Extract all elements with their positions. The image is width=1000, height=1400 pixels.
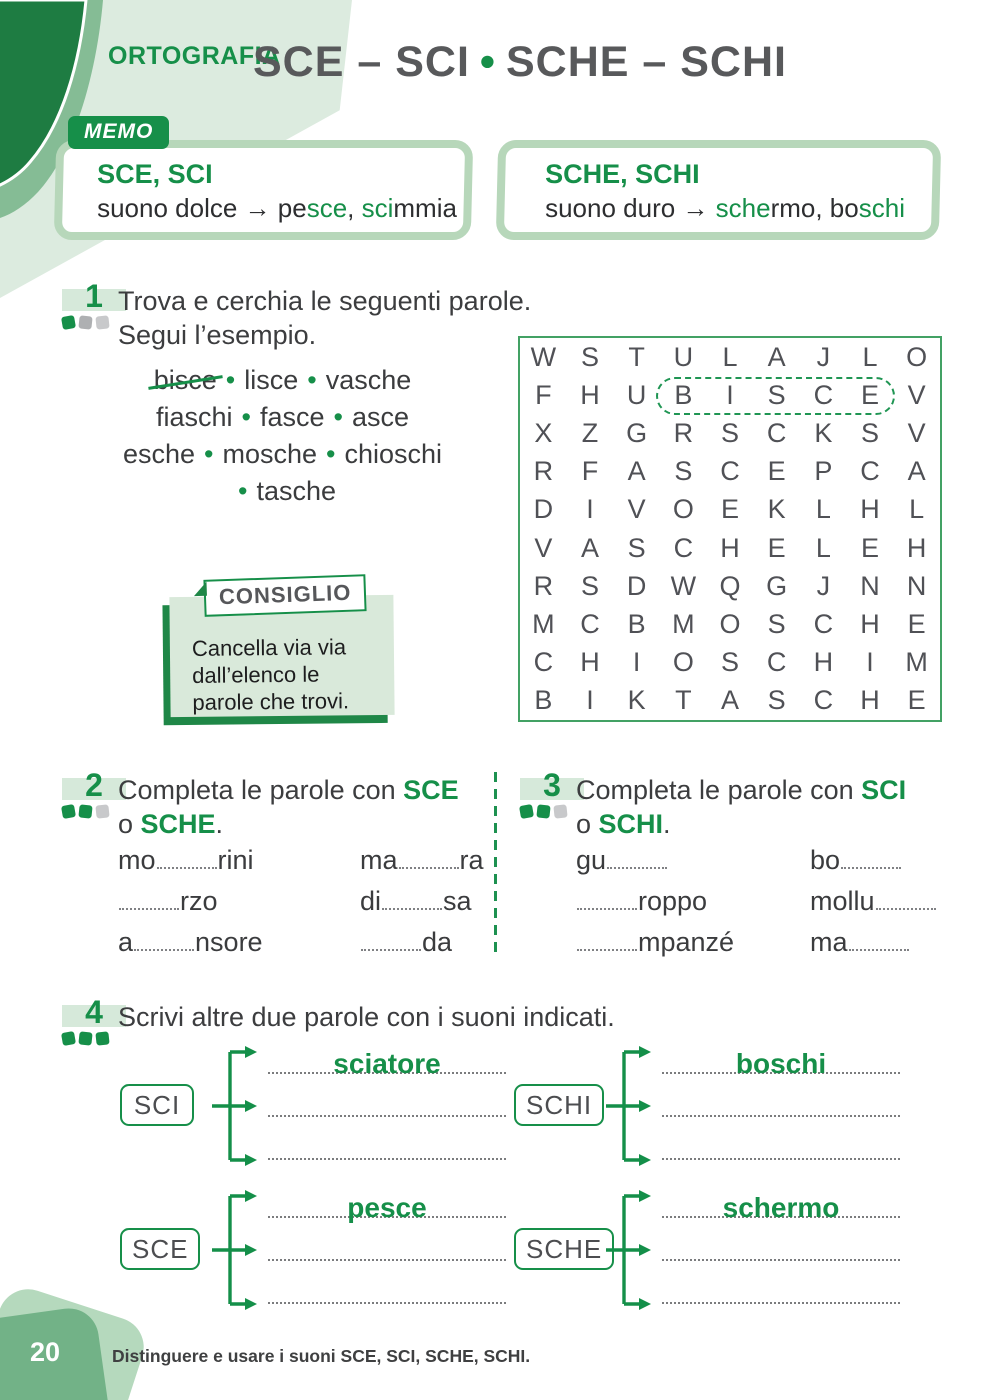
- word: mosche: [222, 439, 318, 469]
- word: vasche: [325, 365, 412, 395]
- difficulty-square-lightgray: [95, 804, 109, 818]
- grid-letter[interactable]: A: [767, 341, 786, 372]
- grid-letter[interactable]: T: [675, 685, 692, 716]
- word-prefix: gu: [576, 845, 607, 875]
- memo-heading: SCHE, SCHI: [545, 159, 700, 189]
- difficulty-square-green: [78, 1031, 92, 1045]
- grid-letter[interactable]: R: [673, 417, 694, 448]
- exercise3-column-1: [576, 840, 734, 963]
- column-divider: [494, 772, 497, 956]
- word-list-row: [95, 362, 470, 399]
- grid-letter[interactable]: H: [860, 494, 880, 525]
- sound-label: SCE: [120, 1228, 200, 1270]
- grid-letter[interactable]: B: [674, 379, 693, 410]
- grid-letter[interactable]: N: [906, 570, 927, 601]
- grid-letter[interactable]: A: [720, 685, 739, 716]
- exercise2-column-1: [118, 840, 263, 963]
- answer-line[interactable]: [268, 1190, 506, 1223]
- grid-letter[interactable]: J: [816, 341, 831, 372]
- grid-letter[interactable]: E: [767, 532, 786, 563]
- page-title: [250, 38, 790, 87]
- bullet-icon: •: [237, 476, 248, 506]
- consiglio-label: CONSIGLIO: [203, 574, 367, 617]
- grid-letter[interactable]: L: [815, 494, 831, 525]
- grid-letter[interactable]: D: [626, 570, 647, 601]
- exercise-number: 1: [85, 278, 103, 314]
- grid-letter[interactable]: Q: [719, 570, 741, 601]
- grid-letter[interactable]: M: [532, 608, 555, 639]
- exercise3-number-badge: [520, 767, 584, 823]
- page-title-left: SCE – SCI: [253, 38, 470, 86]
- text-segment: Completa le parole con: [576, 775, 862, 805]
- fill-in-item: [576, 922, 734, 963]
- fork-arrows-icon: [606, 1186, 658, 1316]
- answer-line[interactable]: [268, 1089, 506, 1117]
- exercise4-instruction: Scrivi altre due parole con i suoni indicati.: [118, 1002, 615, 1032]
- handwritten-answer: sciatore: [333, 1048, 441, 1079]
- grid-letter[interactable]: M: [905, 647, 928, 678]
- grid-letter[interactable]: O: [719, 608, 741, 639]
- title-dot: •: [479, 38, 496, 86]
- difficulty-square-green: [536, 804, 550, 818]
- bullet-icon: •: [333, 402, 343, 432]
- text-segment: SCHI: [598, 809, 664, 839]
- grid-letter[interactable]: A: [907, 456, 926, 487]
- grid-letter[interactable]: E: [767, 456, 786, 487]
- answer-blank[interactable]: [399, 842, 459, 869]
- fork-arrows-icon: [212, 1042, 264, 1172]
- exercise-number: 2: [85, 767, 103, 803]
- word-prefix: di: [360, 886, 382, 916]
- grid-letter[interactable]: V: [907, 417, 926, 448]
- text-segment: rmo, bo: [770, 193, 859, 223]
- answer-line[interactable]: [268, 1233, 506, 1261]
- grid-letter[interactable]: S: [720, 647, 739, 678]
- grid-letter[interactable]: H: [860, 685, 880, 716]
- memo-heading: SCE, SCI: [97, 159, 213, 189]
- answer-line[interactable]: [662, 1233, 900, 1261]
- answer-blank[interactable]: [577, 883, 637, 910]
- grid-letter[interactable]: L: [722, 341, 738, 372]
- grid-letter[interactable]: S: [627, 532, 646, 563]
- word-list-row: [95, 473, 470, 510]
- grid-letter[interactable]: S: [720, 417, 739, 448]
- grid-letter[interactable]: W: [670, 570, 697, 601]
- answer-blank[interactable]: [134, 924, 194, 951]
- page-number: 20: [30, 1337, 61, 1367]
- handwritten-answer: schermo: [722, 1192, 840, 1223]
- word-suffix: roppo: [638, 886, 708, 916]
- answer-line[interactable]: [662, 1190, 900, 1223]
- answer-blank[interactable]: [577, 924, 637, 951]
- word-prefix: mollu: [810, 886, 875, 916]
- word-suffix: rzo: [180, 886, 218, 916]
- grid-letter[interactable]: H: [860, 608, 880, 639]
- circled-word-bisce: [656, 377, 895, 415]
- grid-letter[interactable]: V: [534, 532, 553, 563]
- grid-letter[interactable]: N: [860, 570, 880, 601]
- exercise4-number-badge: [62, 994, 126, 1050]
- grid-letter[interactable]: E: [907, 608, 926, 639]
- grid-letter[interactable]: O: [906, 341, 928, 372]
- bullet-icon: •: [241, 402, 251, 432]
- instruction-line: Segui l’esempio.: [118, 320, 317, 350]
- exercise1-number-badge: [62, 278, 126, 334]
- grid-letter[interactable]: C: [673, 532, 694, 563]
- fill-in-item: [118, 881, 263, 922]
- exercise1-word-list: [95, 362, 470, 510]
- grid-letter[interactable]: J: [816, 570, 831, 601]
- instruction-line: [576, 773, 936, 807]
- fork-arrows-icon: [606, 1042, 658, 1172]
- fill-in-item: [576, 840, 734, 881]
- grid-letter[interactable]: D: [533, 494, 554, 525]
- grid-letter[interactable]: G: [626, 417, 648, 448]
- fill-in-item: [118, 922, 263, 963]
- footer-corner-decoration: [0, 1285, 190, 1400]
- grid-letter[interactable]: I: [586, 494, 594, 525]
- word-suffix: nsore: [195, 927, 263, 957]
- word-list-row: [95, 436, 470, 473]
- grid-letter[interactable]: H: [906, 532, 927, 563]
- text-segment: sce: [306, 193, 348, 223]
- fill-in-item: [810, 922, 937, 963]
- text-segment: suono dolce → pe: [97, 193, 307, 223]
- grid-letter[interactable]: M: [672, 608, 695, 639]
- grid-letter[interactable]: S: [767, 685, 786, 716]
- word-suffix: mpanzé: [638, 927, 735, 957]
- exercise3-column-2: [810, 840, 937, 963]
- answer-line[interactable]: [662, 1276, 900, 1304]
- exercise2-instruction: [118, 773, 478, 841]
- grid-letter[interactable]: S: [860, 417, 879, 448]
- difficulty-squares: [62, 1032, 109, 1045]
- fork-unit-sche: [512, 1182, 902, 1324]
- difficulty-square-gray: [78, 315, 92, 329]
- grid-letter[interactable]: P: [814, 456, 833, 487]
- sound-label: SCHE: [514, 1228, 614, 1270]
- grid-letter[interactable]: S: [580, 570, 599, 601]
- memo-rule-text: [97, 193, 464, 224]
- grid-letter[interactable]: C: [580, 608, 600, 639]
- bullet-icon: •: [225, 365, 236, 395]
- word-search-grid[interactable]: [518, 336, 942, 722]
- fill-in-item: [360, 922, 484, 963]
- grid-letter[interactable]: H: [580, 647, 600, 678]
- word: fiaschi: [155, 402, 233, 432]
- grid-letter[interactable]: L: [862, 341, 878, 372]
- text-segment: suono duro →: [545, 193, 716, 223]
- grid-letter[interactable]: C: [720, 456, 740, 487]
- text-segment: sci: [361, 193, 394, 223]
- difficulty-squares: [62, 316, 109, 329]
- grid-letter[interactable]: E: [720, 494, 739, 525]
- word-suffix: sa: [443, 886, 472, 916]
- answer-line[interactable]: [662, 1132, 900, 1160]
- memo-tag: MEMO: [68, 116, 169, 149]
- memo-box-sche-schi: [496, 140, 941, 240]
- word: tasche: [256, 476, 336, 506]
- fill-in-item: [360, 881, 484, 922]
- grid-letter[interactable]: H: [720, 532, 740, 563]
- text-segment: .: [215, 809, 224, 839]
- difficulty-square-lightgray: [553, 804, 567, 818]
- grid-letter[interactable]: V: [627, 494, 646, 525]
- text-segment: SCHE: [140, 809, 216, 839]
- grid-letter[interactable]: K: [814, 417, 833, 448]
- grid-letter[interactable]: A: [627, 456, 646, 487]
- grid-letter[interactable]: G: [766, 570, 788, 601]
- answer-blank[interactable]: [361, 924, 421, 951]
- answer-blank[interactable]: [607, 842, 667, 869]
- answer-blank[interactable]: [849, 924, 909, 951]
- exercise3-instruction: [576, 773, 936, 841]
- word: asce: [351, 402, 410, 432]
- answer-blank[interactable]: [157, 842, 217, 869]
- answer-line[interactable]: [662, 1089, 900, 1117]
- instruction-line: Trova e cerchia le seguenti parole.: [118, 286, 532, 316]
- difficulty-squares: [520, 805, 567, 818]
- grid-letter[interactable]: R: [533, 570, 554, 601]
- section-label: ORTOGRAFIA: [108, 42, 281, 70]
- word-prefix: bo: [810, 845, 841, 875]
- word: esche: [122, 439, 196, 469]
- difficulty-square-green: [61, 315, 76, 330]
- answer-blank[interactable]: [876, 883, 936, 910]
- sound-label: SCI: [120, 1084, 194, 1126]
- difficulty-square-green: [95, 1031, 109, 1045]
- grid-letter[interactable]: C: [533, 647, 554, 678]
- handwritten-answer: pesce: [347, 1192, 427, 1223]
- fill-in-item: [360, 840, 484, 881]
- difficulty-square-green: [519, 804, 534, 819]
- exercise-number: 3: [543, 767, 561, 803]
- word-suffix: rini: [217, 845, 254, 875]
- grid-letter[interactable]: C: [813, 379, 834, 410]
- text-segment: mmia: [393, 193, 457, 223]
- fork-unit-schi: [512, 1038, 902, 1180]
- handwritten-answer: boschi: [735, 1048, 827, 1079]
- grid-letter[interactable]: E: [860, 532, 879, 563]
- text-segment: o: [118, 809, 141, 839]
- grid-letter[interactable]: B: [534, 685, 553, 716]
- grid-letter[interactable]: U: [673, 341, 694, 372]
- word-prefix: ma: [360, 845, 398, 875]
- fill-in-item: [810, 881, 937, 922]
- memo-box-sce-sci: [54, 140, 473, 240]
- text-segment: .: [663, 809, 671, 839]
- text-segment: o: [576, 809, 599, 839]
- text-segment: SCI: [861, 775, 907, 805]
- grid-letter[interactable]: C: [813, 685, 834, 716]
- word-struck: bisce: [154, 362, 217, 399]
- word-suffix: ra: [459, 845, 484, 875]
- word-prefix: a: [118, 927, 134, 957]
- grid-letter[interactable]: C: [860, 456, 880, 487]
- word-prefix: ma: [810, 927, 848, 957]
- exercise2-number-badge: [62, 767, 126, 823]
- sound-label: SCHI: [514, 1084, 604, 1126]
- grid-letter[interactable]: B: [627, 608, 646, 639]
- word: chioschi: [344, 439, 443, 469]
- grid-letter[interactable]: S: [674, 456, 693, 487]
- answer-blank[interactable]: [382, 883, 442, 910]
- difficulty-square-green: [78, 804, 92, 818]
- difficulty-square-lightgray: [95, 315, 109, 329]
- footer-objective-text: Distinguere e usare i suoni SCE, SCI, SCHE, SCHI.: [112, 1346, 531, 1366]
- grid-letter[interactable]: K: [627, 685, 646, 716]
- instruction-line: [118, 773, 478, 807]
- exercise1-instruction: [118, 284, 538, 352]
- grid-letter[interactable]: I: [632, 647, 641, 678]
- word-suffix: da: [422, 927, 453, 957]
- answer-line[interactable]: [662, 1046, 900, 1079]
- grid-letter[interactable]: E: [860, 379, 879, 410]
- grid-letter[interactable]: H: [580, 379, 600, 410]
- answer-blank[interactable]: [119, 883, 179, 910]
- grid-letter[interactable]: A: [580, 532, 599, 563]
- fork-unit-sci: [118, 1038, 508, 1180]
- exercise2-column-2: [360, 840, 484, 963]
- text-segment: SCE: [403, 775, 459, 805]
- difficulty-squares: [62, 805, 109, 818]
- text-segment: ,: [347, 193, 362, 223]
- grid-letter[interactable]: S: [767, 608, 786, 639]
- text-segment: schi: [858, 193, 905, 223]
- answer-line[interactable]: [268, 1132, 506, 1160]
- grid-letter[interactable]: C: [766, 647, 787, 678]
- difficulty-square-green: [61, 1031, 76, 1046]
- grid-letter[interactable]: C: [766, 417, 787, 448]
- instruction-line: [118, 807, 478, 841]
- grid-letter[interactable]: S: [580, 341, 599, 372]
- grid-letter[interactable]: O: [672, 494, 694, 525]
- memo-rule-text: [545, 193, 932, 224]
- grid-letter[interactable]: U: [626, 379, 647, 410]
- answer-line[interactable]: [268, 1046, 506, 1079]
- page-title-right: SCHE – SCHI: [505, 38, 787, 86]
- grid-letter[interactable]: V: [907, 379, 926, 410]
- fork-arrows-icon: [212, 1186, 264, 1316]
- word: lisce: [244, 365, 299, 395]
- grid-letter[interactable]: H: [813, 647, 834, 678]
- fill-in-item: [118, 840, 263, 881]
- text-segment: Completa le parole con: [118, 775, 404, 805]
- grid-letter[interactable]: X: [534, 417, 553, 448]
- grid-letter[interactable]: F: [581, 456, 599, 487]
- answer-blank[interactable]: [841, 842, 901, 869]
- grid-letter[interactable]: T: [628, 341, 645, 372]
- text-segment: sche: [715, 193, 771, 223]
- bullet-icon: •: [204, 439, 214, 469]
- grid-letter[interactable]: O: [672, 647, 694, 678]
- grid-letter[interactable]: C: [813, 608, 834, 639]
- answer-line[interactable]: [268, 1276, 506, 1304]
- consiglio-text: Cancella via via dall’elenco le parole che trovi.: [191, 634, 350, 715]
- fill-in-item: [576, 881, 734, 922]
- grid-letter[interactable]: I: [586, 685, 594, 716]
- exercise-number: 4: [85, 994, 103, 1030]
- grid-letter[interactable]: S: [767, 379, 786, 410]
- grid-letter[interactable]: W: [530, 341, 557, 372]
- grid-letter[interactable]: Z: [581, 417, 599, 448]
- word: fasce: [259, 402, 325, 432]
- grid-letter[interactable]: I: [866, 647, 874, 678]
- grid-letter[interactable]: E: [907, 685, 926, 716]
- word-prefix: mo: [118, 845, 156, 875]
- difficulty-square-green: [61, 804, 76, 819]
- bullet-icon: •: [307, 365, 317, 395]
- grid-letter[interactable]: F: [535, 379, 552, 410]
- grid-letter[interactable]: L: [815, 532, 831, 563]
- bullet-icon: •: [326, 439, 336, 469]
- grid-letter[interactable]: I: [726, 379, 734, 410]
- fill-in-item: [810, 840, 937, 881]
- word-list-row: [95, 399, 470, 436]
- grid-letter[interactable]: L: [909, 494, 925, 525]
- grid-letter[interactable]: R: [533, 456, 554, 487]
- instruction-line: [576, 807, 936, 841]
- grid-letter[interactable]: K: [767, 494, 786, 525]
